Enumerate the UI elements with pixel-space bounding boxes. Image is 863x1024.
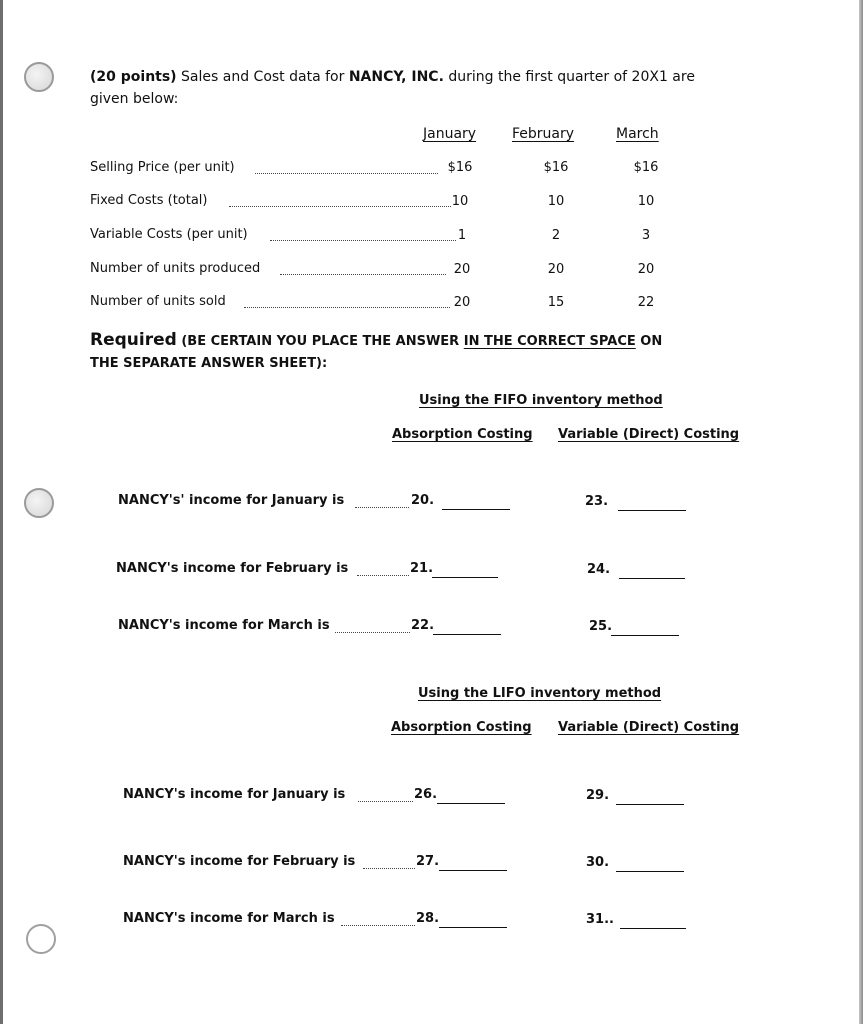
answer-blank[interactable] — [616, 871, 684, 872]
answer-number: 31.. — [586, 912, 614, 927]
intro-text: Sales and Cost data for — [176, 69, 349, 85]
income-label: NANCY's income for March is — [123, 911, 335, 926]
lifo-heading: Using the LIFO inventory method — [418, 686, 662, 701]
answer-blank[interactable] — [437, 803, 505, 804]
fifo-col-variable: Variable (Direct) Costing — [558, 427, 740, 442]
required-instruction — [90, 330, 662, 350]
month-header-february: February — [512, 126, 575, 142]
lifo-col-variable: Variable (Direct) Costing — [558, 720, 740, 735]
lifo-col-absorption: Absorption Costing — [391, 720, 532, 735]
row-label-fixed-costs: Fixed Costs (total) — [90, 193, 208, 208]
value-jan: 10 — [451, 194, 469, 209]
fifo-heading: Using the FIFO inventory method — [419, 393, 663, 408]
answer-number: 28. — [416, 911, 440, 926]
value-jan: $16 — [447, 160, 473, 175]
required-word: Required — [90, 330, 177, 350]
leader-dots — [341, 924, 415, 926]
row-label-units-produced: Number of units produced — [90, 261, 261, 276]
answer-number: 30. — [586, 855, 610, 870]
leader-dots — [363, 867, 415, 869]
value-feb: 2 — [551, 228, 561, 243]
answer-number: 23. — [585, 494, 609, 509]
month-header-march: March — [616, 126, 659, 142]
fifo-col-absorption: Absorption Costing — [392, 427, 533, 442]
leader-dots — [355, 506, 409, 508]
answer-blank[interactable] — [616, 804, 684, 805]
required-text-1: (BE CERTAIN YOU PLACE THE ANSWER — [176, 334, 464, 349]
income-label: NANCY's income for February is — [116, 561, 349, 576]
leader-dots — [357, 574, 409, 576]
required-line-2: THE SEPARATE ANSWER SHEET): — [90, 356, 328, 371]
value-mar: 20 — [637, 262, 655, 277]
answer-number: 27. — [416, 854, 440, 869]
points-label: (20 points) — [90, 69, 177, 85]
leader-dots — [335, 631, 410, 633]
answer-blank[interactable] — [619, 578, 685, 579]
answer-number: 25. — [589, 619, 613, 634]
value-jan: 1 — [457, 228, 467, 243]
required-text-3: ON — [635, 334, 663, 349]
value-feb: $16 — [543, 160, 569, 175]
row-label-selling-price: Selling Price (per unit) — [90, 160, 235, 175]
value-jan: 20 — [453, 262, 471, 277]
value-feb: 10 — [547, 194, 565, 209]
intro-text-end: during the first quarter of 20X1 are — [443, 69, 695, 85]
answer-blank[interactable] — [432, 577, 498, 578]
intro-line-2: given below: — [90, 91, 179, 107]
leader-dots — [270, 239, 456, 241]
page-right-edge — [859, 0, 863, 1024]
answer-number: 26. — [414, 787, 438, 802]
value-mar: 22 — [637, 295, 655, 310]
value-mar: $16 — [633, 160, 659, 175]
answer-blank[interactable] — [620, 928, 686, 929]
binder-hole-top — [24, 62, 54, 92]
answer-blank[interactable] — [439, 870, 507, 871]
row-label-variable-costs: Variable Costs (per unit) — [90, 227, 248, 242]
month-header-january: January — [423, 126, 477, 142]
answer-blank[interactable] — [611, 635, 679, 636]
answer-blank[interactable] — [433, 634, 501, 635]
answer-number: 22. — [411, 618, 435, 633]
answer-blank[interactable] — [442, 509, 510, 510]
value-feb: 15 — [547, 295, 565, 310]
answer-blank[interactable] — [439, 927, 507, 928]
income-label: NANCY's income for March is — [118, 618, 330, 633]
leader-dots — [255, 172, 438, 174]
answer-number: 21. — [410, 561, 434, 576]
required-text-emphasis: IN THE CORRECT SPACE — [463, 334, 636, 349]
answer-blank[interactable] — [618, 510, 686, 511]
leader-dots — [244, 306, 450, 308]
income-label: NANCY's income for January is — [123, 787, 346, 802]
page-left-edge — [0, 0, 3, 1024]
income-label: NANCY's' income for January is — [118, 493, 345, 508]
leader-dots — [229, 205, 451, 207]
answer-number: 20. — [411, 493, 435, 508]
answer-number: 29. — [586, 788, 610, 803]
company-name: NANCY, INC. — [348, 69, 444, 85]
row-label-units-sold: Number of units sold — [90, 294, 226, 309]
question-intro — [90, 69, 695, 85]
leader-dots — [280, 273, 446, 275]
value-mar: 3 — [641, 228, 651, 243]
answer-number: 24. — [587, 562, 611, 577]
binder-hole-bottom — [26, 924, 56, 954]
binder-hole-middle — [24, 488, 54, 518]
value-mar: 10 — [637, 194, 655, 209]
leader-dots — [358, 800, 413, 802]
value-feb: 20 — [547, 262, 565, 277]
value-jan: 20 — [453, 295, 471, 310]
income-label: NANCY's income for February is — [123, 854, 356, 869]
